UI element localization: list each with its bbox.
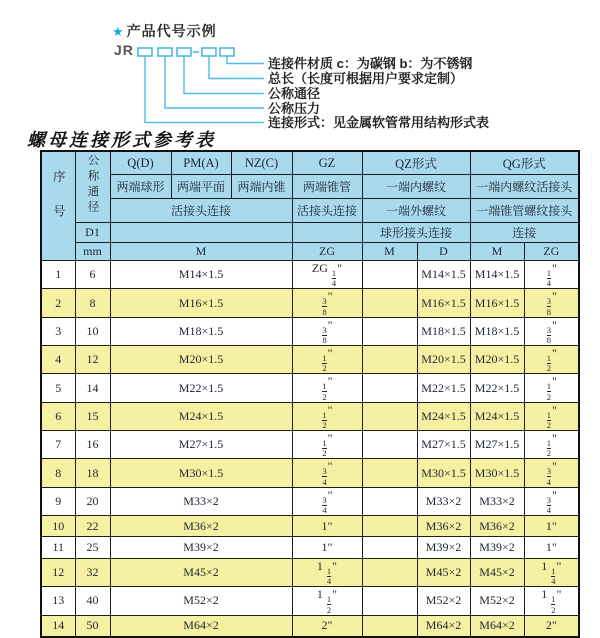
qg-zg-cell: 1 $\frac{1}{2}$ "	[524, 587, 579, 615]
table-row-10	[41, 516, 579, 537]
code-box-5	[220, 48, 234, 56]
serial-cell: 13	[41, 587, 75, 615]
header-d1: D1	[75, 223, 110, 243]
qz-d-cell: M52×2	[417, 587, 470, 615]
header-taper-joint: 一端锥管螺纹接头	[470, 199, 579, 223]
metric-thread-cell: M64×2	[110, 615, 292, 637]
qg-m-cell: M39×2	[470, 537, 524, 558]
header-qg-zg: ZG	[524, 243, 579, 261]
metric-thread-cell: M27×1.5	[110, 431, 292, 459]
qz-m-cell	[362, 431, 417, 459]
header-group-qz: QZ形式	[362, 151, 470, 175]
leader-line-bore	[184, 56, 264, 94]
header-endtype-pma: 两端平面	[171, 175, 231, 199]
table-row-3	[41, 317, 579, 345]
code-box-4	[202, 48, 216, 56]
serial-cell: 10	[41, 516, 75, 537]
qg-m-cell: M27×1.5	[470, 431, 524, 459]
diagram-heading-text: 产品代号示例	[126, 23, 217, 39]
bore-cell: 32	[75, 558, 110, 586]
header-ball-joint-conn: 球形接头连接	[362, 223, 470, 243]
zg-thread-cell: $\frac{1}{2}$ "	[292, 346, 362, 374]
metric-thread-cell: M39×2	[110, 537, 292, 558]
label-form: 连接形式：见金属软管常用结构形式表	[268, 115, 490, 130]
qz-m-cell	[362, 402, 417, 430]
header-endtype-qd: 两端球形	[110, 175, 171, 199]
zg-thread-cell: 1"	[292, 537, 362, 558]
leader-line-length	[209, 56, 264, 79]
header-serial: 序号	[41, 151, 75, 261]
header-blank-1	[110, 223, 292, 243]
qg-zg-cell: 2"	[524, 615, 579, 637]
table-row-2	[41, 289, 579, 317]
serial-cell: 3	[41, 317, 75, 345]
qz-m-cell	[362, 374, 417, 402]
nut-connection-table	[40, 150, 580, 638]
metric-thread-cell: M20×1.5	[110, 346, 292, 374]
bore-cell: 14	[75, 374, 110, 402]
bore-cell: 15	[75, 402, 110, 430]
metric-thread-cell: M30×1.5	[110, 459, 292, 487]
bore-cell: 16	[75, 431, 110, 459]
qz-m-cell	[362, 537, 417, 558]
header-endtype-qz: 一端内螺纹	[362, 175, 470, 199]
header-group-gz: GZ	[292, 151, 362, 175]
bore-cell: 40	[75, 587, 110, 615]
table-row-6	[41, 402, 579, 430]
code-box-1	[138, 48, 152, 56]
label-length: 总长（长度可根据用户要求定制）	[268, 71, 464, 86]
header-qz-m: M	[362, 243, 417, 261]
metric-thread-cell: M16×1.5	[110, 289, 292, 317]
header-zg: ZG	[292, 243, 362, 261]
qz-m-cell	[362, 317, 417, 345]
header-endtype-gz: 两端锥管	[292, 175, 362, 199]
qz-d-cell: M16×1.5	[417, 289, 470, 317]
diagram-heading	[112, 21, 217, 41]
zg-thread-cell: $\frac{3}{4}$ "	[292, 487, 362, 515]
table-row-9	[41, 487, 579, 515]
label-bore: 公称通径	[268, 86, 321, 101]
header-conn: 连接	[470, 223, 579, 243]
qz-m-cell	[362, 261, 417, 289]
bore-cell: 8	[75, 289, 110, 317]
metric-thread-cell: M33×2	[110, 487, 292, 515]
qg-zg-cell: $\frac{1}{2}$ "	[524, 346, 579, 374]
qz-m-cell	[362, 346, 417, 374]
zg-thread-cell: 2"	[292, 615, 362, 637]
table-row-8	[41, 459, 579, 487]
qz-d-cell: M39×2	[417, 537, 470, 558]
metric-thread-cell: M45×2	[110, 558, 292, 586]
qz-d-cell: M14×1.5	[417, 261, 470, 289]
header-blank-2	[292, 223, 362, 243]
header-unit: mm	[75, 243, 110, 261]
metric-thread-cell: M36×2	[110, 516, 292, 537]
qg-zg-cell: $\frac{1}{2}$ "	[524, 431, 579, 459]
table-row-13	[41, 587, 579, 615]
bore-cell: 25	[75, 537, 110, 558]
header-bore: 公称通径	[75, 151, 110, 223]
qz-m-cell	[362, 587, 417, 615]
serial-cell: 14	[41, 615, 75, 637]
zg-thread-cell: $\frac{3}{8}$ "	[292, 317, 362, 345]
serial-cell: 12	[41, 558, 75, 586]
qg-zg-cell: $\frac{3}{4}$ "	[524, 459, 579, 487]
qg-zg-cell: $\frac{1}{2}$ "	[524, 402, 579, 430]
qg-zg-cell: 1"	[524, 516, 579, 537]
header-endtype-nzc: 两端内锥	[231, 175, 292, 199]
metric-thread-cell: M18×1.5	[110, 317, 292, 345]
qz-d-cell: M27×1.5	[417, 431, 470, 459]
qz-m-cell	[362, 558, 417, 586]
qg-m-cell: M14×1.5	[470, 261, 524, 289]
qz-d-cell: M18×1.5	[417, 317, 470, 345]
table-title: 螺母连接形式参考表	[27, 130, 216, 151]
table-row-14	[41, 615, 579, 637]
leader-line-form	[145, 56, 264, 123]
qz-m-cell	[362, 516, 417, 537]
header-group-qg: QG形式	[470, 151, 579, 175]
header-group-pma: PM(A)	[171, 151, 231, 175]
serial-cell: 6	[41, 402, 75, 430]
table-row-1	[41, 261, 579, 289]
bore-cell: 18	[75, 459, 110, 487]
qz-d-cell: M30×1.5	[417, 459, 470, 487]
qg-m-cell: M24×1.5	[470, 402, 524, 430]
zg-thread-cell: $\frac{1}{2}$ "	[292, 374, 362, 402]
qg-zg-cell: 1 $\frac{1}{4}$ "	[524, 558, 579, 586]
qg-m-cell: M52×2	[470, 587, 524, 615]
qz-m-cell	[362, 615, 417, 637]
qz-m-cell	[362, 459, 417, 487]
qg-m-cell: M36×2	[470, 516, 524, 537]
serial-cell: 5	[41, 374, 75, 402]
serial-cell: 2	[41, 289, 75, 317]
leader-line-material	[227, 56, 264, 64]
code-box-2	[158, 48, 172, 56]
table-row-11	[41, 537, 579, 558]
header-group-qd: Q(D)	[110, 151, 171, 175]
table-row-7	[41, 431, 579, 459]
qz-d-cell: M33×2	[417, 487, 470, 515]
zg-thread-cell: 1 $\frac{1}{4}$ "	[292, 558, 362, 586]
table-row-12	[41, 558, 579, 586]
qg-m-cell: M30×1.5	[470, 459, 524, 487]
qg-m-cell: M16×1.5	[470, 289, 524, 317]
qg-zg-cell: $\frac{1}{4}$ "	[524, 261, 579, 289]
qz-d-cell: M64×2	[417, 615, 470, 637]
zg-thread-cell: $\frac{1}{2}$ "	[292, 431, 362, 459]
header-ext-thread: 一端外螺纹	[362, 199, 470, 223]
qg-m-cell: M33×2	[470, 487, 524, 515]
qz-d-cell: M20×1.5	[417, 346, 470, 374]
qg-m-cell: M20×1.5	[470, 346, 524, 374]
qg-zg-cell: $\frac{3}{8}$ "	[524, 317, 579, 345]
table-row-5	[41, 374, 579, 402]
zg-thread-cell: $\frac{1}{2}$ "	[292, 402, 362, 430]
label-pressure: 公称压力	[268, 100, 321, 116]
serial-cell: 7	[41, 431, 75, 459]
header-m-span: M	[110, 243, 292, 261]
zg-thread-cell: ZG $\frac{1}{4}$ "	[292, 261, 362, 289]
qg-m-cell: M45×2	[470, 558, 524, 586]
qz-d-cell: M45×2	[417, 558, 470, 586]
qg-m-cell: M64×2	[470, 615, 524, 637]
qg-m-cell: M18×1.5	[470, 317, 524, 345]
metric-thread-cell: M22×1.5	[110, 374, 292, 402]
zg-thread-cell: 1"	[292, 516, 362, 537]
code-box-3	[177, 48, 191, 56]
qz-d-cell: M36×2	[417, 516, 470, 537]
zg-thread-cell: $\frac{3}{8}$ "	[292, 289, 362, 317]
bore-cell: 6	[75, 261, 110, 289]
serial-cell: 9	[41, 487, 75, 515]
qz-d-cell: M24×1.5	[417, 402, 470, 430]
metric-thread-cell: M14×1.5	[110, 261, 292, 289]
header-qz-d: D	[417, 243, 470, 261]
bore-cell: 10	[75, 317, 110, 345]
serial-cell: 4	[41, 346, 75, 374]
zg-thread-cell: 1 $\frac{1}{2}$ "	[292, 587, 362, 615]
qz-m-cell	[362, 289, 417, 317]
bore-cell: 20	[75, 487, 110, 515]
code-prefix: JR	[114, 42, 134, 58]
qg-m-cell: M22×1.5	[470, 374, 524, 402]
header-union-conn: 活接头连接	[110, 199, 292, 223]
qz-m-cell	[362, 487, 417, 515]
table-body	[41, 261, 579, 637]
metric-thread-cell: M52×2	[110, 587, 292, 615]
qg-zg-cell: $\frac{3}{4}$ "	[524, 487, 579, 515]
bore-cell: 12	[75, 346, 110, 374]
header-group-nzc: NZ(C)	[231, 151, 292, 175]
bore-cell: 22	[75, 516, 110, 537]
bore-cell: 50	[75, 615, 110, 637]
qz-d-cell: M22×1.5	[417, 374, 470, 402]
serial-cell: 11	[41, 537, 75, 558]
star-icon: ★	[112, 24, 125, 39]
qg-zg-cell: $\frac{1}{2}$ "	[524, 374, 579, 402]
serial-cell: 8	[41, 459, 75, 487]
zg-thread-cell: $\frac{3}{4}$ "	[292, 459, 362, 487]
label-material: 连接件材质 c：为碳钢 b：为不锈钢	[268, 56, 473, 71]
header-union-conn-gz: 活接头连接	[292, 199, 362, 223]
serial-cell: 1	[41, 261, 75, 289]
header-endtype-qg: 一端内螺纹活接头	[470, 175, 579, 199]
header-qg-m: M	[470, 243, 524, 261]
qg-zg-cell: $\frac{3}{8}$ "	[524, 289, 579, 317]
table-row-4	[41, 346, 579, 374]
qg-zg-cell: 1"	[524, 537, 579, 558]
metric-thread-cell: M24×1.5	[110, 402, 292, 430]
